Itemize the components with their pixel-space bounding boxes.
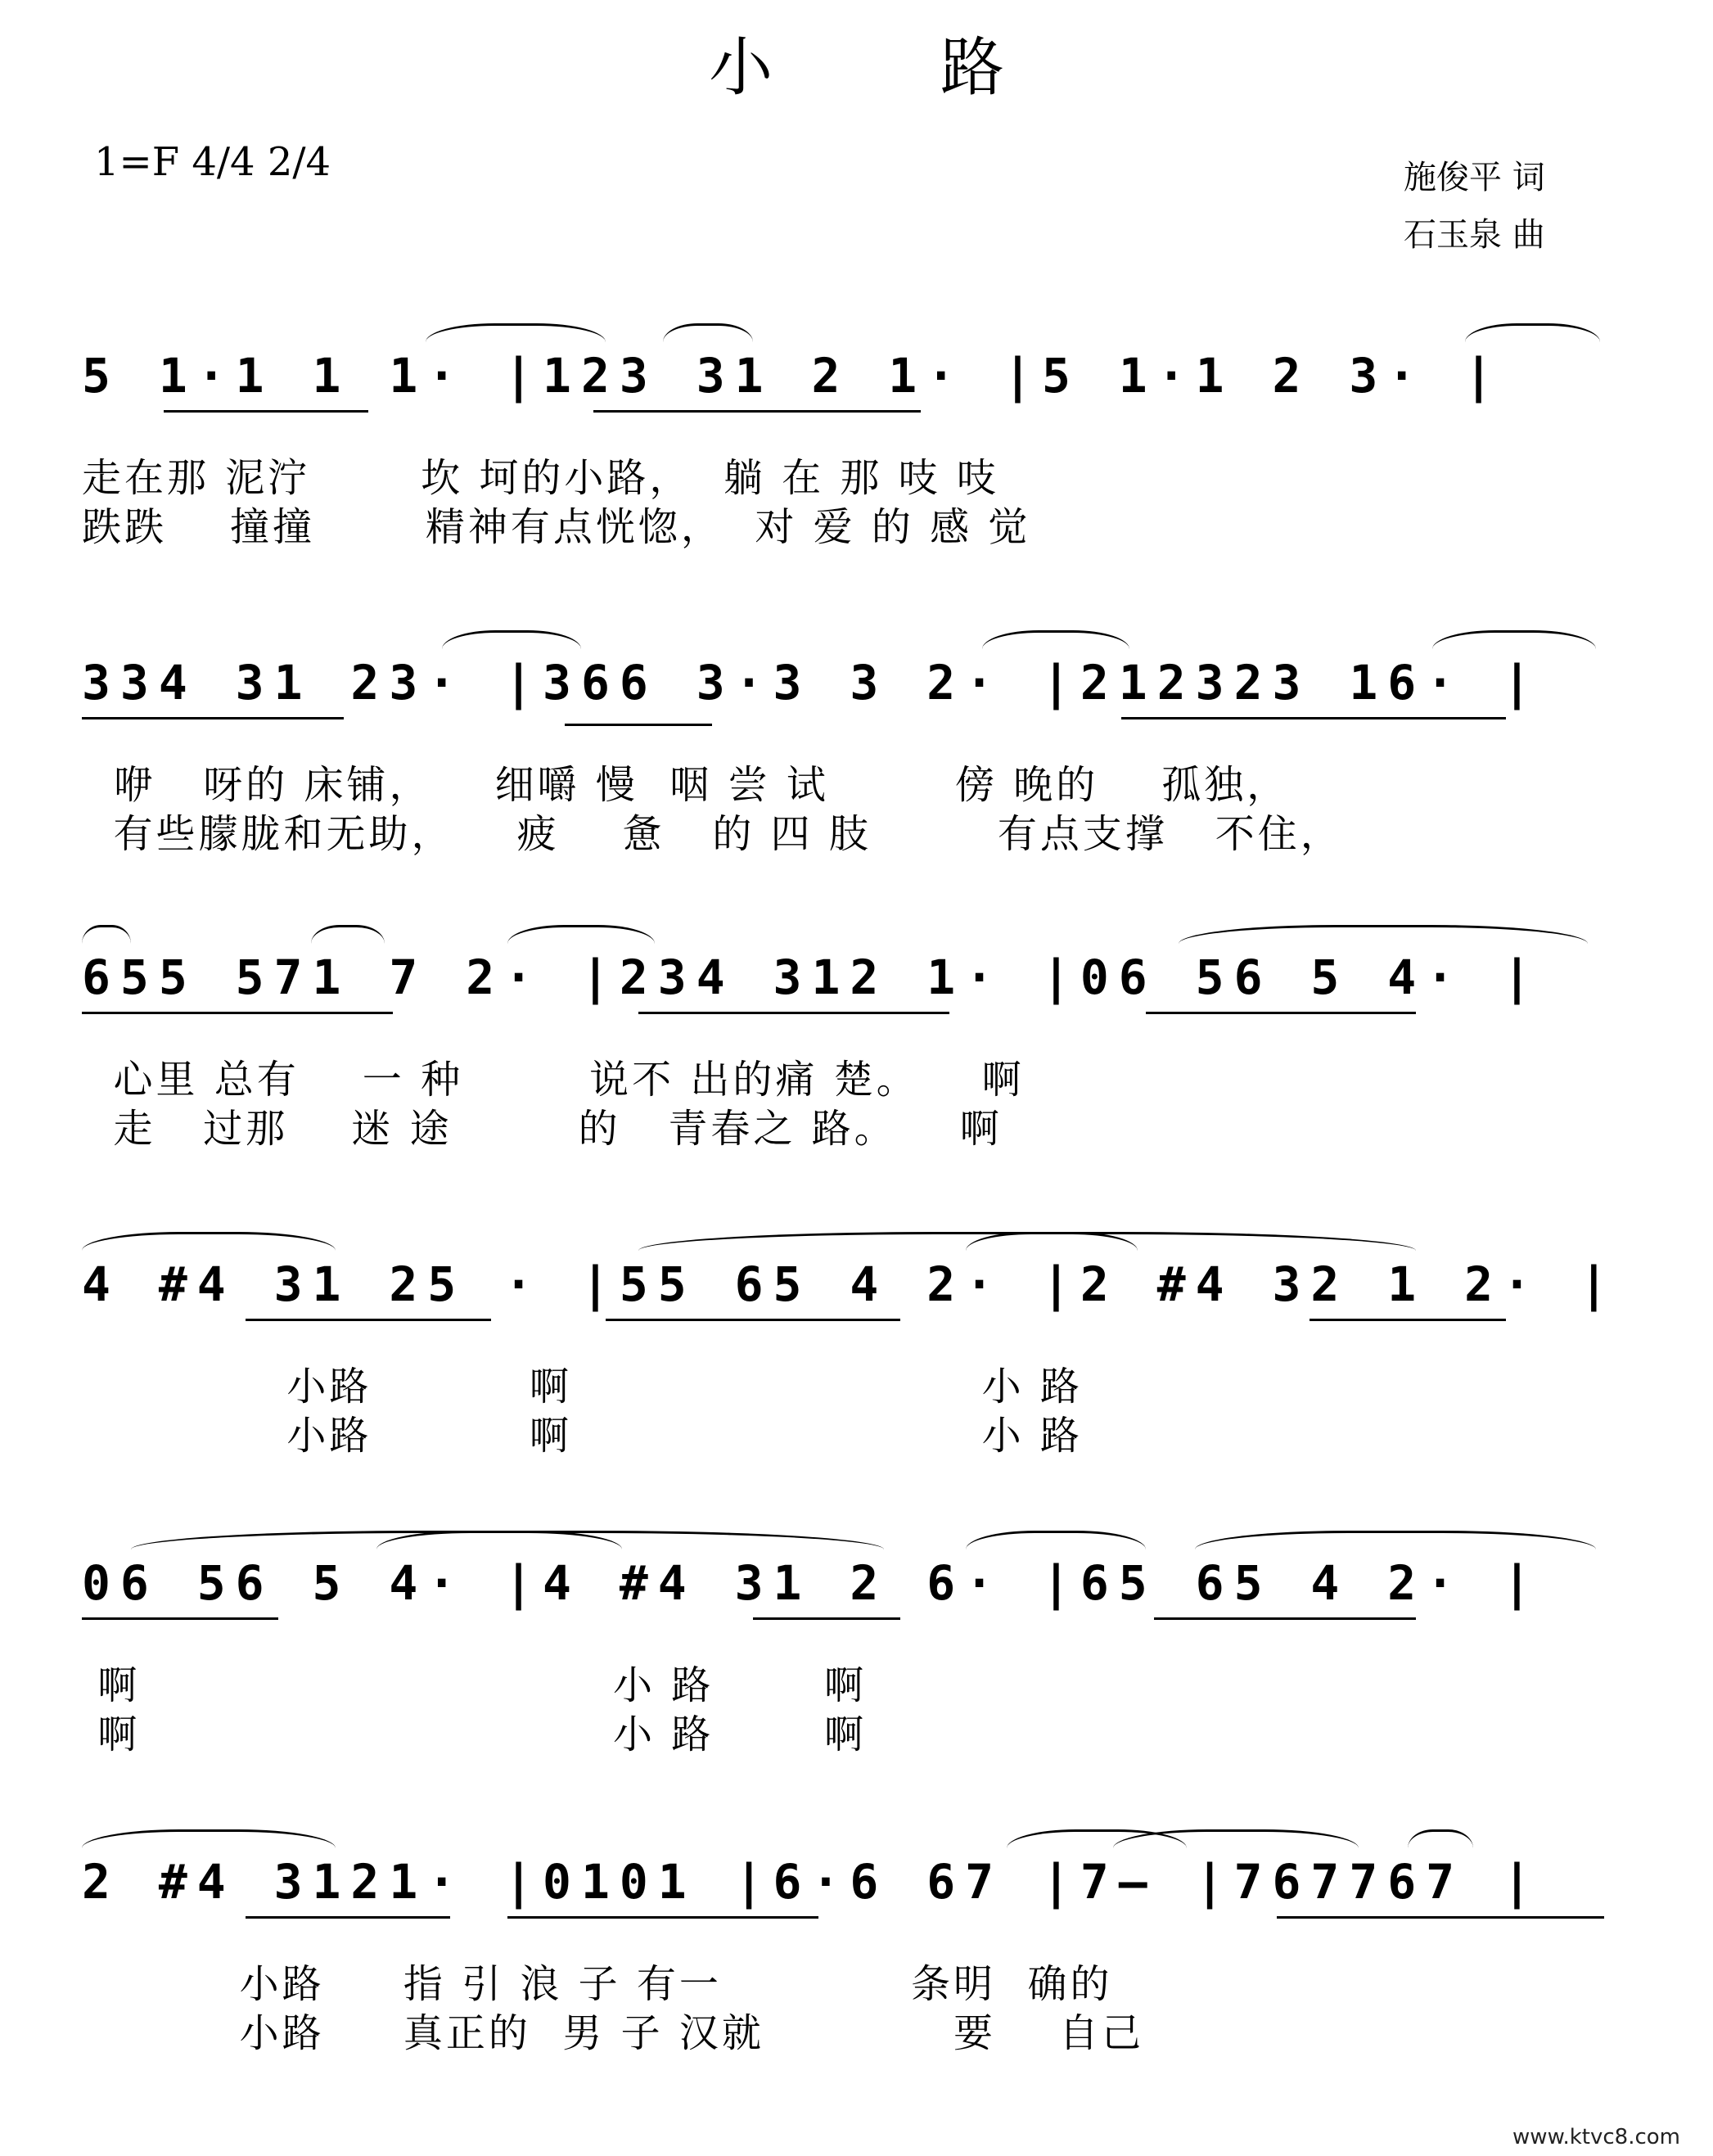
notation-line: 334 31 23· |366 3·3 3 2· |212323 16· | <box>82 655 1541 710</box>
score-system-6 <box>82 1854 1604 2056</box>
duration-underline <box>1277 1916 1604 1919</box>
site-watermark: www.ktvc8.com <box>1512 2125 1680 2149</box>
lyric-verse-1: 走在那 泥泞 坎 坷的小路， 躺 在 那 吱 吱 <box>82 455 999 501</box>
duration-underline <box>246 1916 450 1919</box>
slur <box>663 323 753 342</box>
slur <box>82 1232 336 1251</box>
score-system-2 <box>82 655 1604 857</box>
duration-underline <box>82 1617 278 1620</box>
duration-underline <box>1154 1617 1416 1620</box>
slur <box>966 1531 1146 1549</box>
notation-line: 2 #4 3121· |0101 |6·6 67 |7— |767767 | <box>82 1854 1541 1910</box>
slur <box>1408 1829 1473 1848</box>
duration-underline <box>1310 1319 1506 1321</box>
lyric-verse-1: 心里 总有 一 种 说不 出的痛 楚。 啊 <box>82 1057 1025 1103</box>
duration-underline <box>82 1012 393 1014</box>
duration-underline <box>82 717 344 719</box>
score-system-1 <box>82 348 1604 550</box>
duration-underline <box>1121 717 1506 719</box>
lyric-verse-2: 啊 小 路 啊 <box>82 1712 868 1757</box>
slur <box>982 630 1129 649</box>
slur <box>426 323 606 342</box>
notation-line: 655 571 7 2· |234 312 1· |06 56 5 4· | <box>82 949 1541 1005</box>
duration-underline <box>593 410 921 413</box>
notation-line: 06 56 5 4· |4 #4 31 2 6· |65 65 4 2· | <box>82 1555 1541 1611</box>
notation-line: 5 1·1 1 1· |123 31 2 1· |5 1·1 2 3· | <box>82 348 1503 404</box>
duration-underline <box>507 1916 818 1919</box>
lyric-verse-1: 小路 啊 小 路 <box>82 1364 1083 1410</box>
lyric-verse-1: 咿 呀的 床铺， 细嚼 慢 咽 尝 试 傍 晚的 孤独， <box>82 762 1290 808</box>
slur <box>507 925 655 944</box>
lyric-verse-2: 小路 真正的 男 子 汉就 要 自己 <box>82 2010 1145 2056</box>
slur <box>1179 925 1588 944</box>
key-signature: 1=F 4/4 2/4 <box>94 139 331 185</box>
lyric-verse-2: 小路 啊 小 路 <box>82 1413 1083 1459</box>
duration-underline <box>164 410 368 413</box>
duration-underline <box>565 724 712 726</box>
duration-underline <box>753 1617 900 1620</box>
slur <box>1432 630 1596 649</box>
score-system-4 <box>82 1256 1618 1459</box>
composer-credit: 石玉泉 曲 <box>1404 216 1545 254</box>
lyric-verse-1: 小路 指 引 浪 子 有一 条明 确的 <box>82 1961 1113 2007</box>
slur <box>1465 323 1600 342</box>
lyric-verse-2: 走 过那 迷 途 的 青春之 路。 啊 <box>82 1106 1003 1152</box>
slur <box>82 925 131 944</box>
duration-underline <box>638 1012 949 1014</box>
notation-line: 4 #4 31 25 · |55 65 4 2· |2 #4 32 1 2· | <box>82 1256 1618 1312</box>
slur <box>311 925 385 944</box>
slur <box>1195 1531 1596 1549</box>
slur <box>82 1829 336 1848</box>
lyricist-credit: 施俊平 词 <box>1404 159 1545 196</box>
lyric-verse-2: 有些朦胧和无助， 疲 惫 的 四 肢 有点支撑 不住， <box>82 811 1343 857</box>
slur <box>442 630 581 649</box>
score-system-5 <box>82 1555 1604 1757</box>
lyric-verse-2: 跌跌 撞撞 精神有点恍惚， 对 爱 的 感 觉 <box>82 504 1031 550</box>
duration-underline <box>246 1319 491 1321</box>
duration-underline <box>1146 1012 1416 1014</box>
lyric-verse-1: 啊 小 路 啊 <box>82 1662 868 1708</box>
song-title: 小 路 <box>709 31 1078 105</box>
duration-underline <box>606 1319 900 1321</box>
score-system-3 <box>82 949 1604 1152</box>
